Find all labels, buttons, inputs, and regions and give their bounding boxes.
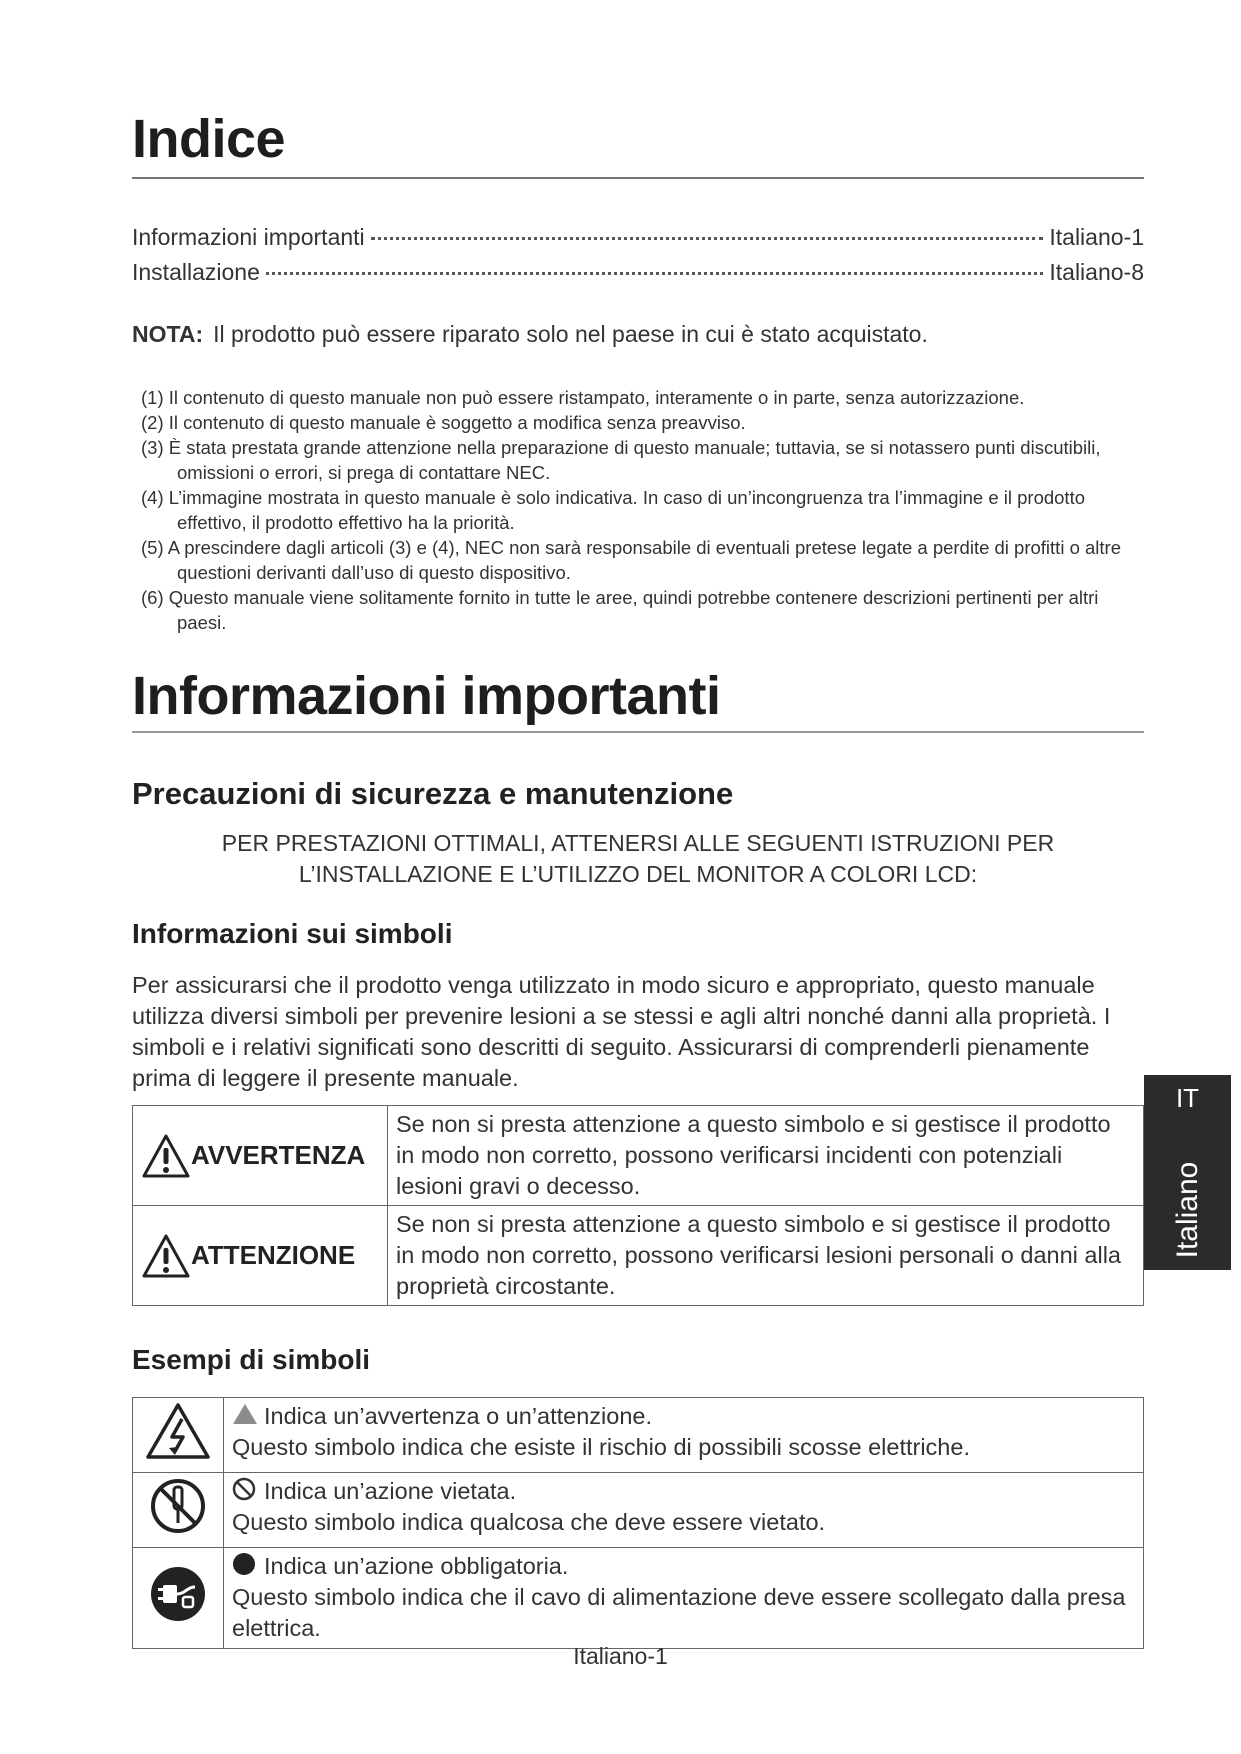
list-item: (5) A prescindere dagli articoli (3) e (4), NEC non sarà responsabile di eventuali pretese legate a perdite di profitti o altre questioni derivanti dall’uso di questo dispositivo. <box>141 537 1121 583</box>
symbol-examples-table <box>132 1397 1144 1649</box>
symbol-label-cell <box>133 1106 388 1206</box>
toc-title: Indice <box>132 109 286 169</box>
symbols-table <box>132 1105 1144 1306</box>
instructions-line: PER PRESTAZIONI OTTIMALI, ATTENERSI ALLE SEGUENTI ISTRUZIONI PER <box>221 830 1055 856</box>
symbols-intro: Per assicurarsi che il prodotto venga utilizzato in modo sicuro e appropriato, questo manuale utilizza diversi simboli per prevenire lesioni a se stessi e agli altri nonché danni alla proprietà. I simboli e i relativi significati sono descritti di seguito. Assicurarsi di comprenderli pienamente prima di leggere il presente manuale. <box>132 972 1111 1091</box>
page-number: Italiano-1 <box>573 1643 668 1669</box>
gray-triangle-icon <box>232 1403 258 1425</box>
list-item: (2) Il contenuto di questo manuale è soggetto a modifica senza preavviso. <box>141 412 746 433</box>
example-description: Questo simbolo indica qualcosa che deve essere vietato. <box>232 1509 826 1535</box>
example-heading: Indica un’avvertenza o un’attenzione. <box>264 1403 653 1429</box>
warning-triangle-icon <box>141 1133 191 1179</box>
table-row <box>133 1548 1144 1649</box>
example-description: Questo simbolo indica che esiste il rischio di possibili scosse elettriche. <box>232 1434 970 1460</box>
table-row <box>133 1206 1144 1306</box>
symbol-label-cell <box>133 1206 388 1306</box>
toc-entry-label: Informazioni importanti <box>132 224 365 250</box>
filled-circle-icon <box>232 1552 258 1576</box>
table-row <box>133 1398 1144 1473</box>
symbol-label: ATTENZIONE <box>191 1240 356 1270</box>
toc-entry-label: Installazione <box>132 259 260 285</box>
list-item: (3) È stata prestata grande attenzione nella preparazione di questo manuale; tuttavia, se si notassero punti discutibili, omissioni o errori, si prega di contattare NEC. <box>141 437 1101 483</box>
table-row <box>133 1473 1144 1548</box>
list-item: (1) Il contenuto di questo manuale non può essere ristampato, interamente o in parte, senza autorizzazione. <box>141 387 1025 408</box>
subsection-title: Esempi di simboli <box>132 1344 371 1375</box>
no-disassembly-icon <box>149 1477 207 1535</box>
example-heading: Indica un’azione vietata. <box>264 1478 517 1504</box>
symbol-icon-cell <box>133 1398 224 1473</box>
subsection-title: Informazioni sui simboli <box>132 918 453 949</box>
symbol-description: Se non si presta attenzione a questo simbolo e si gestisce il prodotto in modo non corretto, possono verificarsi incidenti con potenziali lesioni gravi o decesso. <box>388 1106 1144 1206</box>
table-row <box>133 1106 1144 1206</box>
unplug-cable-icon <box>149 1565 207 1623</box>
instructions-line: L’INSTALLAZIONE E L’UTILIZZO DEL MONITOR A COLORI LCD: <box>298 861 978 887</box>
caution-triangle-icon <box>141 1233 191 1279</box>
example-text <box>224 1473 1144 1548</box>
symbol-description: Se non si presta attenzione a questo simbolo e si gestisce il prodotto in modo non corretto, possono verificarsi lesioni personali o danni alla proprietà circostante. <box>388 1206 1144 1306</box>
note-label: NOTA: <box>132 321 204 347</box>
toc-leader-dots <box>266 272 1044 275</box>
section-title: Informazioni importanti <box>132 666 721 726</box>
example-text <box>224 1548 1144 1649</box>
language-name: Italiano <box>1170 1161 1204 1259</box>
toc-entry-page: Italiano-8 <box>1049 259 1144 285</box>
toc-entry[interactable] <box>132 224 1144 251</box>
toc-leader-dots <box>371 237 1044 240</box>
language-tab[interactable] <box>1144 1075 1231 1270</box>
toc-entry-page: Italiano-1 <box>1049 224 1144 250</box>
list-item: (6) Questo manuale viene solitamente fornito in tutte le aree, quindi potrebbe contenere descrizioni pertinenti per altri paesi. <box>141 587 1099 633</box>
notes-list <box>132 385 1132 635</box>
prohibition-icon <box>232 1477 258 1501</box>
symbol-icon-cell <box>133 1473 224 1548</box>
note-text: Il prodotto può essere riparato solo nel paese in cui è stato acquistato. <box>213 321 928 347</box>
example-text <box>224 1398 1144 1473</box>
divider <box>132 731 1144 733</box>
language-code: IT <box>1175 1083 1200 1113</box>
note <box>132 321 928 348</box>
list-item: (4) L’immagine mostrata in questo manuale è solo indicativa. In caso di un’incongruenza tra l’immagine e il prodotto effettivo, il prodotto effettivo ha la priorità. <box>141 487 1086 533</box>
subsection-title: Precauzioni di sicurezza e manutenzione <box>132 776 734 811</box>
electric-shock-warning-icon <box>145 1402 211 1460</box>
example-description: Questo simbolo indica che il cavo di alimentazione deve essere scollegato dalla presa elettrica. <box>232 1584 1126 1641</box>
symbol-icon-cell <box>133 1548 224 1649</box>
symbol-label: AVVERTENZA <box>191 1140 366 1170</box>
example-heading: Indica un’azione obbligatoria. <box>264 1553 569 1579</box>
instructions-text <box>132 828 1144 890</box>
toc-entry[interactable] <box>132 259 1144 286</box>
divider <box>132 177 1144 179</box>
